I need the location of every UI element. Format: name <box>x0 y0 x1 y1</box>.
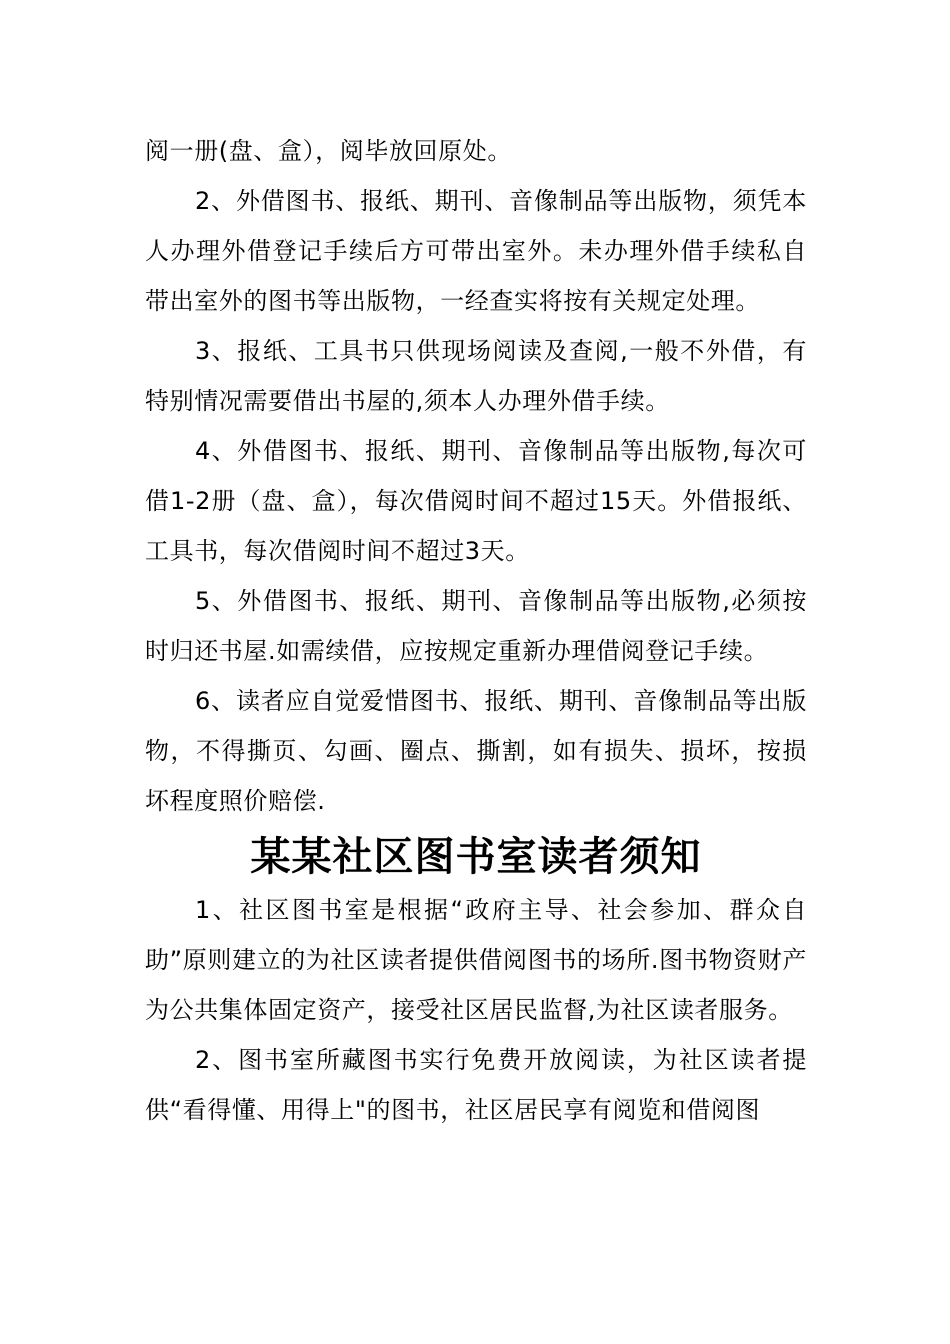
rule-5-paragraph: 5、外借图书、报纸、期刊、音像制品等出版物,必须按时归还书屋.如需续借，应按规定重新办理借阅登记手续。 <box>145 587 807 665</box>
rule-2-paragraph: 2、外借图书、报纸、期刊、音像制品等出版物，须凭本人办理外借登记手续后方可带出室外。未办理外借手续私自带出室外的图书等出版物，一经查实将按有关规定处理。 <box>145 187 807 315</box>
section-title: 某某社区图书室读者须知 <box>250 834 702 880</box>
rule-4-paragraph: 4、外借图书、报纸、期刊、音像制品等出版物,每次可借1-2册（盘、盒），每次借阅时间不超过15天。外借报纸、工具书，每次借阅时间不超过3天。 <box>145 437 807 565</box>
notice-1-paragraph: 1、社区图书室是根据“政府主导、社会参加、群众自助”原则建立的为社区读者提供借阅图书的场所.图书物资财产为公共集体固定资产，接受社区居民监督,为社区读者服务。 <box>145 896 807 1024</box>
paragraph-continuation: 阅一册(盘、盒），阅毕放回原处。 <box>145 137 512 165</box>
rule-3-paragraph: 3、报纸、工具书只供现场阅读及查阅,一般不外借，有特别情况需要借出书屋的,须本人办理外借手续。 <box>145 337 807 415</box>
rule-6-paragraph: 6、读者应自觉爱惜图书、报纸、期刊、音像制品等出版物，不得撕页、勾画、圈点、撕割，如有损失、损坏，按损坏程度照价赔偿. <box>145 687 807 815</box>
notice-2-paragraph: 2、图书室所藏图书实行免费开放阅读，为社区读者提供“看得懂、用得上"的图书，社区居民享有阅览和借阅图 <box>145 1046 807 1124</box>
document-page <box>145 126 807 1135</box>
